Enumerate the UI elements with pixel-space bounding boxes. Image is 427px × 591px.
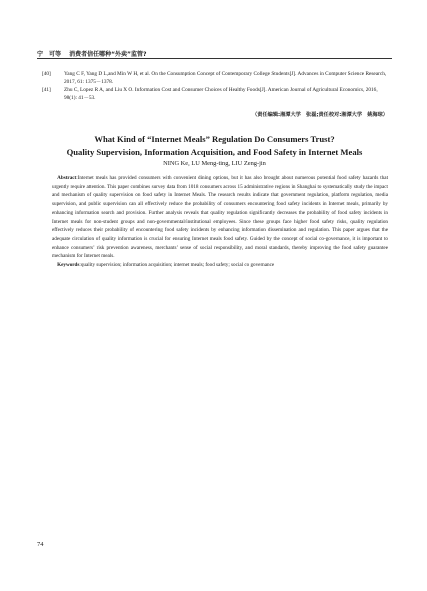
reference-text: Zhu C, Lopez R A, and Liu X O. Information Cost and Consumer Choices of Healthy Foods[J]. American Journal of Agricultural Economics, 2016, 98(1): 41－53. bbox=[64, 87, 378, 102]
reference-number: [40] bbox=[42, 71, 51, 77]
page-number: 74 bbox=[37, 541, 44, 548]
keywords-label: Keywords bbox=[57, 262, 80, 269]
title-line-1: What Kind of “Internet Meals” Regulation Do Consumers Trust? bbox=[94, 134, 335, 144]
abstract-label: Abstract bbox=[57, 175, 77, 181]
header-authors: 宁 可等 bbox=[37, 51, 62, 58]
reference-item bbox=[42, 86, 388, 102]
abstract bbox=[52, 174, 388, 270]
keywords-text: :quality supervision; information acquisition; internet meals; food safety; social co governance bbox=[79, 262, 275, 269]
header-title: 消费者信任哪种“外卖”监管? bbox=[69, 51, 147, 58]
reference-item bbox=[42, 70, 388, 86]
reference-number: [41] bbox=[42, 87, 51, 94]
header-rule bbox=[37, 58, 392, 59]
author-line: NING Ke, LU Meng-ting, LIU Zeng-jin bbox=[163, 160, 266, 167]
editor-credit: （责任编辑:湘潭大学 张磊;责任校对:湘潭大学 姚海琼） bbox=[252, 112, 388, 118]
reference-list bbox=[42, 70, 388, 102]
abstract-text: :Internet meals has provided consumers with convenient dining options, but it has also brought about numerous potential food safety hazards that urgently require attention. This paper combines survey data from 1018 consumers across 15 administrative regions in Shanghai to systematically study the impact and mechanism of quality supervision on food safety in Internet Meals. The research results indicate that government regulation, platform regulation, media supervision, and public supervision can all effectively reduce the probability of consumers encountering food safety incidents in Internet meals, primarily by enhancing information search and provision. Further analysis reveals that quality regulation significantly decreases the probability of food safety incidents in Internet meals for non-student groups and non-governmental/institutional employees. Since these groups face higher food safety risks, quality regulation effectively reduces their probability of encountering food safety incidents by enhancing information dissemination and regulation. This paper argues that the adequate circulation of quality information is crucial for ensuring Internet meals food safety. Guided by the concept of social co-governance, it is important to enhance consumers’ risk prevention awareness, merchants’ sense of social responsibility, and moral standards, thereby improving the food safety guarantee mechanism for Internet meals. bbox=[52, 175, 388, 260]
running-header bbox=[37, 49, 392, 58]
abstract-paragraph bbox=[52, 174, 388, 261]
reference-text: Yang C F, Yang D L,and Min W H, et al. On the Consumption Concept of Contemporary College Students[J]. Advances in Computer Science Research, 2017, 61: 1375－1378. bbox=[64, 71, 387, 86]
keywords-paragraph bbox=[52, 261, 388, 270]
title-line-2: Quality Supervision, Information Acquisition, and Food Safety in Internet Meals bbox=[66, 147, 363, 157]
english-title bbox=[37, 133, 392, 159]
